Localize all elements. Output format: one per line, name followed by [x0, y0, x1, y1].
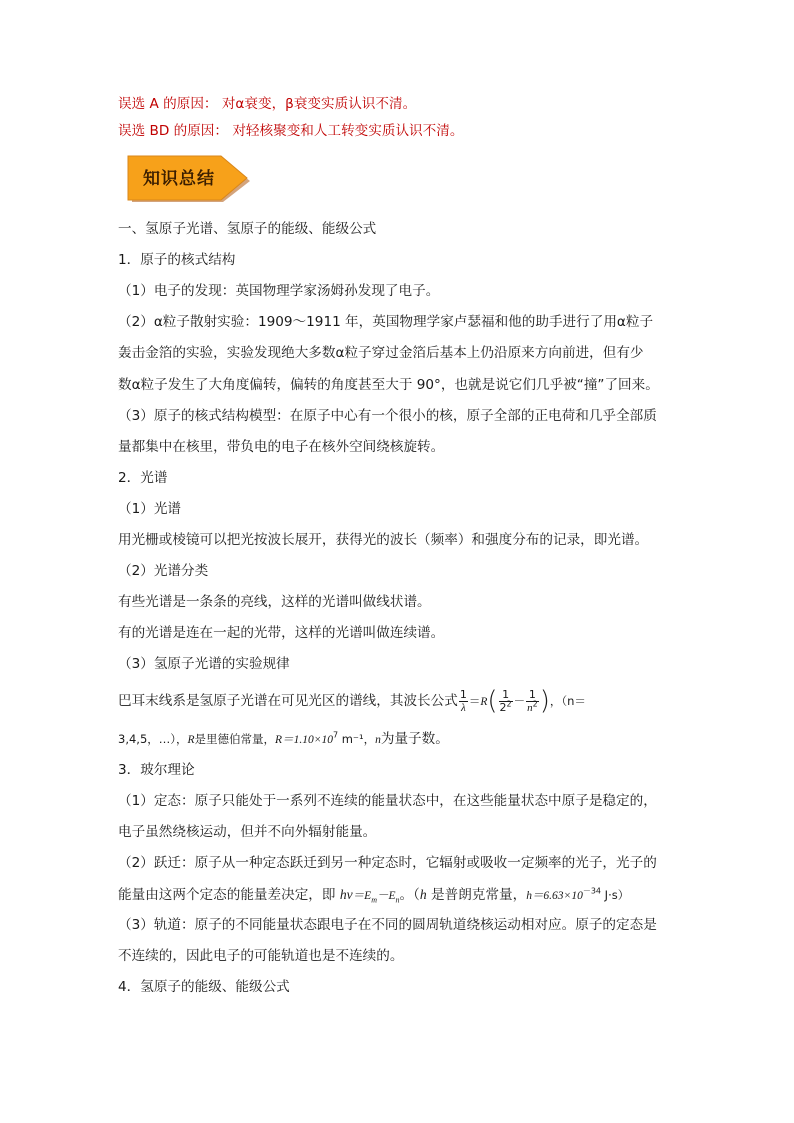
para-alpha-scattering-2: 轰击金箔的实验，实验发现绝大多数α粒子穿过金箔后基本上仍沿原来方向前进，但有少	[118, 345, 644, 361]
para-continuous-spectrum: 有的光谱是连在一起的光带，这样的光谱叫做连续谱。	[118, 625, 445, 641]
para-orbit-1: （3）轨道：原子的不同能量状态跟电子在不同的圆周轨道绕核运动相对应。原子的定态是	[118, 917, 657, 933]
heading-spectrum: 2．光谱	[118, 470, 168, 486]
para-alpha-scattering-3: 数α粒子发生了大角度偏转，偏转的角度甚至大于 90°，也就是说它们几乎被“撞”了回来。	[118, 377, 659, 393]
fraction-one-over-two-squared: $\frac{1}{2^2}$	[499, 687, 512, 714]
para-transition-1: （2）跃迁：原子从一种定态跃迁到另一种定态时，它辐射或吸收一定频率的光子，光子的	[118, 855, 657, 871]
balmer-text: 巴耳末线系是氢原子光谱在可见光区的谱线，其波长公式	[118, 693, 458, 709]
banner-title: 知识总结	[143, 169, 215, 189]
heading-nucleus-structure: 1．原子的核式结构	[118, 252, 236, 268]
fraction-one-over-n-squared: $\frac{1}{n^2}$	[527, 687, 538, 714]
para-spectrum-definition: 用光栅或棱镜可以把光按波长展开，获得光的波长（频率）和强度分布的记录，即光谱。	[118, 532, 649, 548]
heading-energy-levels: 4．氢原子的能级、能级公式	[118, 979, 290, 995]
fraction-one-over-lambda: $\frac{1}{\lambda}$	[459, 687, 467, 714]
para-line-spectrum: 有些光谱是一条条的亮线，这样的光谱叫做线状谱。	[118, 594, 431, 610]
heading-bohr-theory: 3．玻尔理论	[118, 762, 195, 778]
balmer-formula-line: 巴耳末线系是氢原子光谱在可见光区的谱线，其波长公式 $\frac{1}{\lambda}$ ＝R( $\frac{1}{2^2}$ － $\frac{1}{n^2}$ )，（n＝	[118, 686, 586, 716]
error-reason-a: 误选 A 的原因： 对α衰变，β衰变实质认识不清。	[118, 96, 417, 112]
error-reason-bd: 误选 BD 的原因： 对轻核聚变和人工转变实质认识不清。	[118, 123, 464, 139]
subheading-hydrogen-spectrum: （3）氢原子光谱的实验规律	[118, 656, 290, 672]
para-nuclear-model-2: 量都集中在核里，带负电的电子在核外空间绕核旋转。	[118, 439, 445, 455]
para-orbit-2: 不连续的，因此电子的可能轨道也是不连续的。	[118, 948, 404, 964]
para-transition-2: 能量由这两个定态的能量差决定，即 $h\nu=E_m-E_n$。（h 是普朗克常量，$h=6.63\times 10^{-34}$ J·s）	[118, 886, 630, 905]
section-heading-1: 一、氢原子光谱、氢原子的能级、能级公式	[118, 221, 377, 237]
para-alpha-scattering-1: （2）α粒子散射实验：1909～1911 年，英国物理学家卢瑟福和他的助手进行了用α粒子	[118, 314, 654, 330]
balmer-constants-line: 3,4,5，…），R是里德伯常量，$R=1.10\times 10^7$ m⁻¹，n为量子数。	[118, 730, 449, 747]
subheading-spectrum-types: （2）光谱分类	[118, 563, 209, 579]
para-nuclear-model-1: （3）原子的核式结构模型：在原子中心有一个很小的核，原子全部的正电荷和几乎全部质	[118, 408, 657, 424]
para-stationary-state-1: （1）定态：原子只能处于一系列不连续的能量状态中，在这些能量状态中原子是稳定的，	[118, 793, 657, 809]
subheading-spectrum: （1）光谱	[118, 501, 182, 517]
para-electron-discovery: （1）电子的发现：英国物理学家汤姆孙发现了电子。	[118, 283, 440, 299]
knowledge-summary-banner	[127, 155, 251, 203]
para-stationary-state-2: 电子虽然绕核运动，但并不向外辐射能量。	[118, 824, 377, 840]
